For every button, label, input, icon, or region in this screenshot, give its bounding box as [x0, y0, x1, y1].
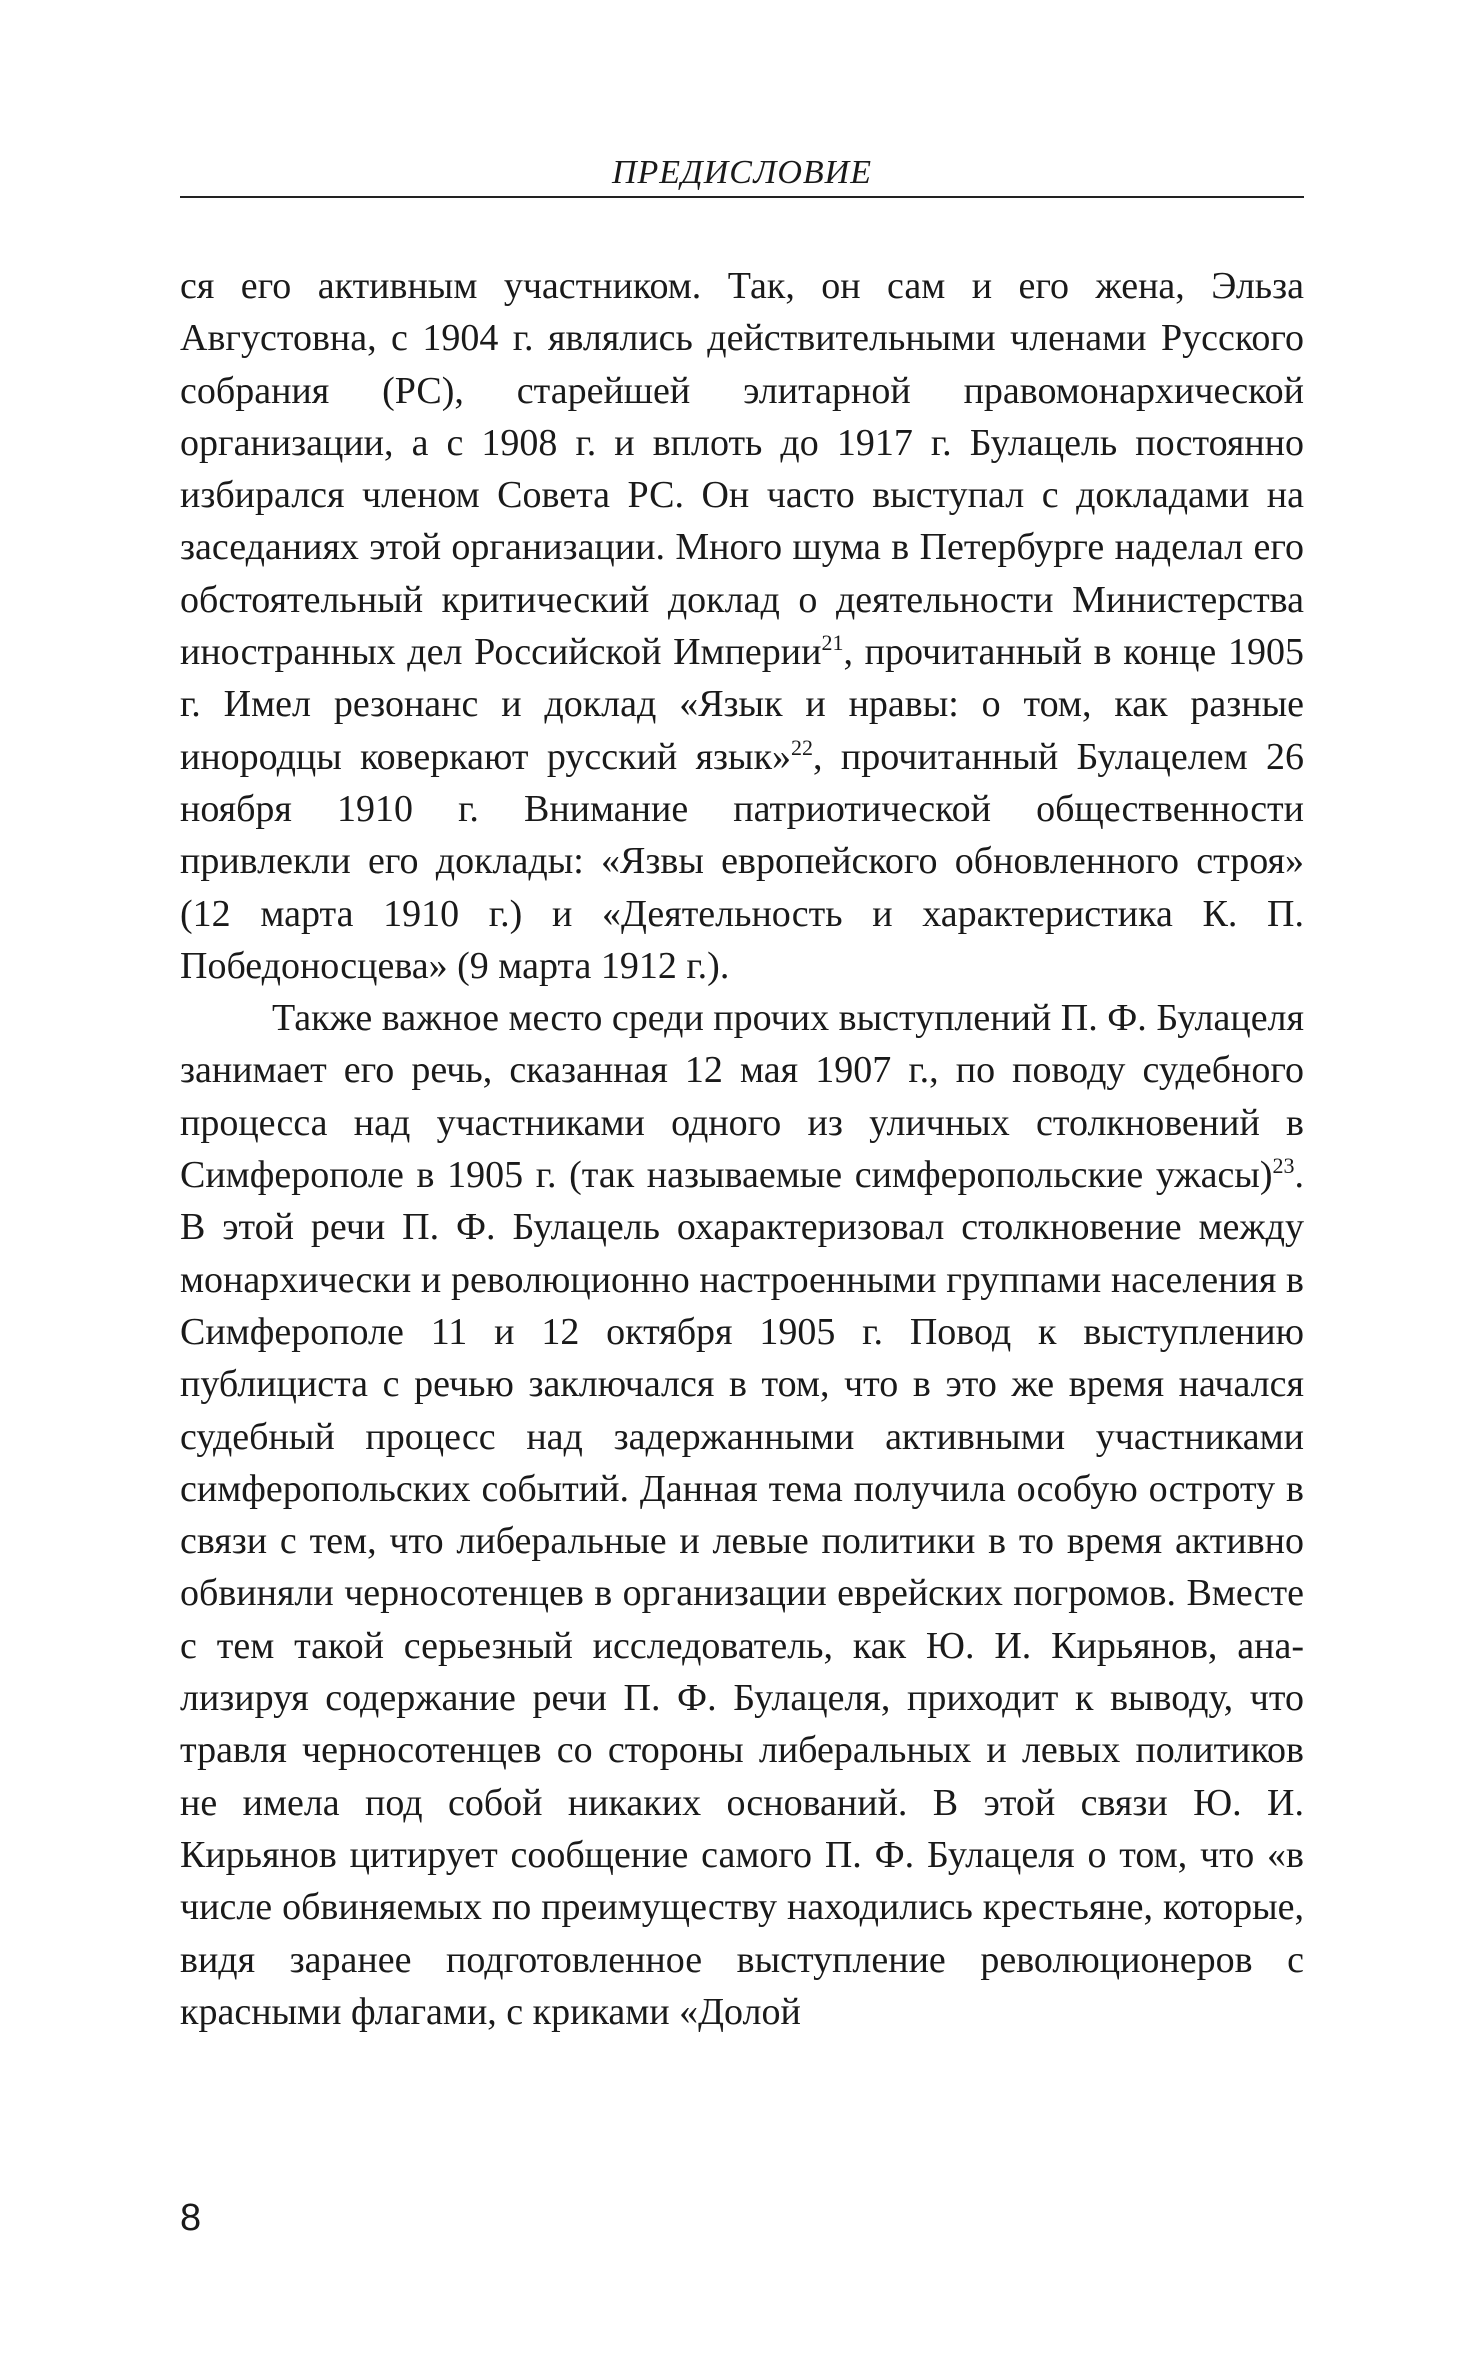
paragraph-2	[180, 992, 1304, 2038]
text-run: Также важное место среди прочих выступлений П. Ф. Булацеля занимает его речь, сказанная 12 мая 1907 г., по поводу судебного процесса над участниками одного из уличных столкновений в Симферополе в 1905 г. (так называемые симферопольские ужасы)	[180, 997, 1304, 1197]
footnote-ref-23[interactable]: 23	[1272, 1153, 1295, 1179]
text-run: ся его активным участником. Так, он сам и его жена, Эльза Августовна, с 1904 г. являлись действительными членами Русского собрания (РС), старейшей элитарной правомонархической организации, а с 1908 г. и вплоть до 1917 г. Булацель постоянно избирался членом Совета РС. Он часто выступал с докладами на заседаниях этой организации. Много шума в Петербурге наделал его обстоятельный критический доклад о деятельности Министерства иностранных дел Российской Империи	[180, 265, 1304, 674]
footnote-ref-21[interactable]: 21	[821, 630, 844, 656]
body-text	[180, 260, 1304, 2038]
running-title: ПРЕДИСЛОВИЕ	[611, 154, 873, 191]
text-run: , прочитанный в конце 1905 г. Имел резонанс и доклад «Язык и нравы: о том, как разные инородцы коверкают русский язык»	[180, 631, 1304, 778]
running-head	[180, 156, 1304, 198]
page-number: 8	[180, 2197, 202, 2239]
text-run: . В этой речи П. Ф. Булацель охарактеризовал столкновение между монархически и революционно настроенными группами населения в Симферополе 11 и 12 октября 1905 г. Повод к выступлению публициста с речью заключался в том, что в это же время начался судебный процесс над задержанными активными участниками симферопольских событий. Данная тема получила особую остроту в связи с тем, что либеральные и левые политики в то время активно обвиняли черносотенцев в организации еврейских погромов. Вместе с тем такой серьезный исследователь, как Ю. И. Кирьянов, анализируя содержание речи П. Ф. Булацеля, приходит к выводу, что травля черносотенцев со стороны либеральных и левых политиков не имела под собой никаких оснований. В этой связи Ю. И. Кирьянов цитирует сообщение самого П. Ф. Булацеля о том, что «в числе обвиняемых по преимуществу находились крестьяне, которые, видя заранее подготовленное выступление революционеров с красными флагами, с криками «Долой	[180, 1154, 1304, 2033]
paragraph-1	[180, 260, 1304, 992]
text-run: , прочитанный Булацелем 26 ноября 1910 г. Внимание патриотической общественности привлекли его доклады: «Язвы европейского обновленного строя» (12 марта 1910 г.) и «Деятельность и характеристика К. П. Победоносцева» (9 марта 1912 г.).	[180, 735, 1304, 987]
footnote-ref-22[interactable]: 22	[791, 734, 814, 760]
